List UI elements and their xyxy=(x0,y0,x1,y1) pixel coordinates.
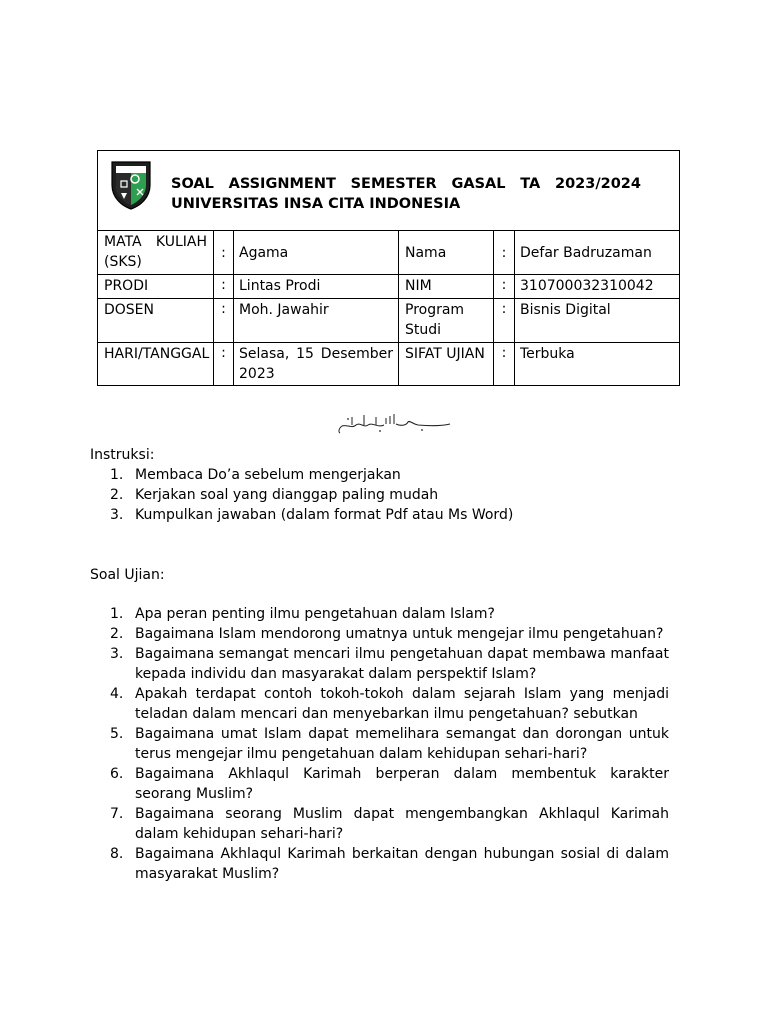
value-prodi: Lintas Prodi xyxy=(234,275,399,299)
list-text: Kumpulkan jawaban (dalam format Pdf atau Ms Word) xyxy=(135,507,514,523)
title-line-1: SOAL ASSIGNMENT SEMESTER GASAL TA 2023/2024 xyxy=(171,176,641,192)
colon: : xyxy=(494,275,515,299)
question-item xyxy=(110,624,669,644)
list-number: 1. xyxy=(110,606,124,622)
bismillah-calligraphy-icon xyxy=(334,410,454,436)
instructions-heading: Instruksi: xyxy=(90,447,155,463)
list-number: 1. xyxy=(110,467,124,483)
label-mata-kuliah: MATA KULIAH (SKS) xyxy=(98,231,214,275)
question-item xyxy=(110,644,669,684)
list-text: Bagaimana seorang Muslim dapat mengembangkan Akhlaqul Karimah dalam kehidupan sehari-hari? xyxy=(135,806,669,842)
table-row xyxy=(98,231,680,275)
instructions-list xyxy=(110,465,670,525)
list-text: Membaca Do’a sebelum mengerjakan xyxy=(135,467,401,483)
label-hari-tanggal: HARI/TANGGAL xyxy=(98,343,214,386)
question-item xyxy=(110,804,669,844)
instruction-item xyxy=(110,505,670,525)
table-row xyxy=(98,299,680,343)
label-prodi: PRODI xyxy=(98,275,214,299)
list-text: Apa peran penting ilmu pengetahuan dalam Islam? xyxy=(135,606,495,622)
colon: : xyxy=(214,275,234,299)
table-row xyxy=(98,275,680,299)
title-line-2: UNIVERSITAS INSA CITA INDONESIA xyxy=(171,196,461,212)
questions-list xyxy=(110,604,669,884)
list-number: 7. xyxy=(110,806,124,822)
questions-heading: Soal Ujian: xyxy=(90,567,165,583)
list-number: 3. xyxy=(110,646,124,662)
label-dosen: DOSEN xyxy=(98,299,214,343)
list-text: Apakah terdapat contoh tokoh-tokoh dalam sejarah Islam yang menjadi teladan dalam mencari dan menyebarkan ilmu pengetahuan? sebutkan xyxy=(135,686,669,722)
label-nim: NIM xyxy=(399,275,494,299)
list-number: 3. xyxy=(110,507,124,523)
instruction-item xyxy=(110,485,670,505)
value-mata-kuliah: Agama xyxy=(234,231,399,275)
table-row xyxy=(98,343,680,386)
list-text: Bagaimana Islam mendorong umatnya untuk mengejar ilmu pengetahuan? xyxy=(135,626,664,642)
label-sifat-ujian: SIFAT UJIAN xyxy=(399,343,494,386)
list-text: Kerjakan soal yang dianggap paling mudah xyxy=(135,487,439,503)
title-cell xyxy=(98,151,680,231)
question-item xyxy=(110,684,669,724)
label-program-studi: Program Studi xyxy=(399,299,494,343)
question-item xyxy=(110,844,669,884)
colon: : xyxy=(214,299,234,343)
value-sifat-ujian: Terbuka xyxy=(515,343,680,386)
colon: : xyxy=(214,231,234,275)
question-item xyxy=(110,764,669,804)
list-number: 2. xyxy=(110,626,124,642)
list-text: Bagaimana umat Islam dapat memelihara semangat dan dorongan untuk terus mengejar ilmu pengetahuan dalam kehidupan sehari-hari? xyxy=(135,726,669,762)
colon: : xyxy=(494,231,515,275)
instruction-item xyxy=(110,465,670,485)
value-nama: Defar Badruzaman xyxy=(515,231,680,275)
question-item xyxy=(110,604,669,624)
document-title xyxy=(171,174,641,214)
value-dosen: Moh. Jawahir xyxy=(234,299,399,343)
colon: : xyxy=(214,343,234,386)
header-table xyxy=(97,150,680,386)
value-nim: 310700032310042 xyxy=(515,275,680,299)
list-number: 6. xyxy=(110,766,124,782)
list-number: 5. xyxy=(110,726,124,742)
colon: : xyxy=(494,343,515,386)
university-logo-icon xyxy=(109,159,153,211)
colon: : xyxy=(494,299,515,343)
list-text: Bagaimana semangat mencari ilmu pengetahuan dapat membawa manfaat kepada individu dan masyarakat dalam perspektif Islam? xyxy=(135,646,669,682)
value-program-studi: Bisnis Digital xyxy=(515,299,680,343)
label-nama: Nama xyxy=(399,231,494,275)
list-number: 2. xyxy=(110,487,124,503)
value-hari-tanggal: Selasa, 15 Desember 2023 xyxy=(234,343,399,386)
list-text: Bagaimana Akhlaqul Karimah berkaitan dengan hubungan sosial di dalam masyarakat Muslim? xyxy=(135,846,669,882)
question-item xyxy=(110,724,669,764)
list-number: 8. xyxy=(110,846,124,862)
list-text: Bagaimana Akhlaqul Karimah berperan dalam membentuk karakter seorang Muslim? xyxy=(135,766,669,802)
list-number: 4. xyxy=(110,686,124,702)
